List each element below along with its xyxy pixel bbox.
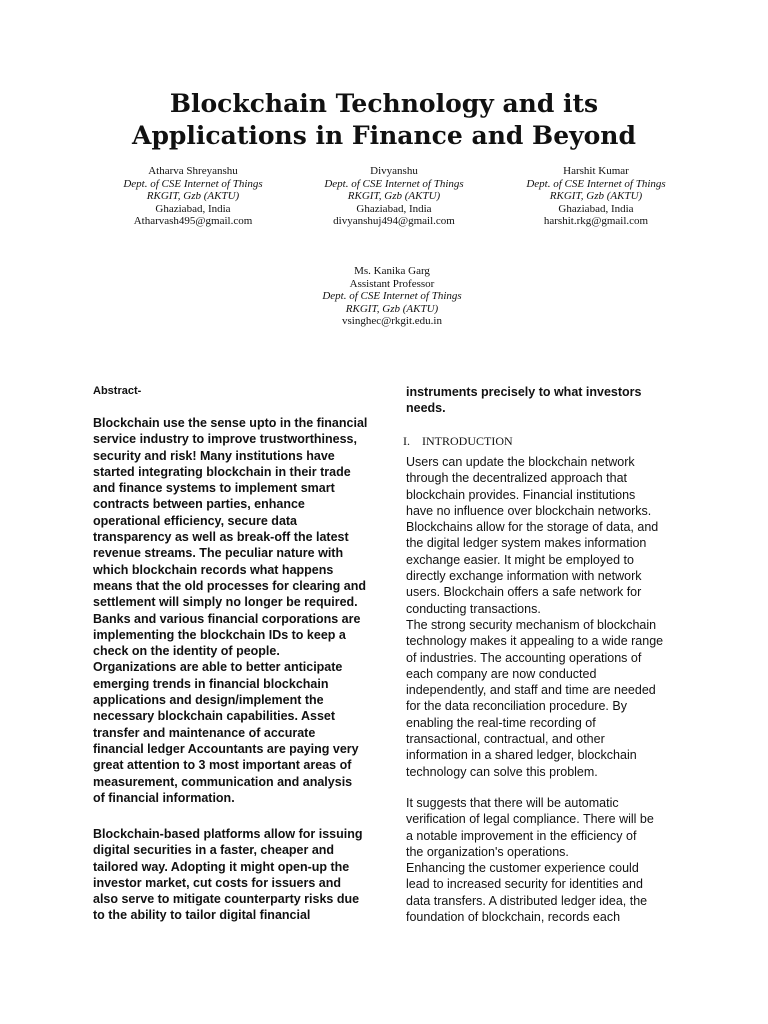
author-block <box>481 165 711 228</box>
advisor-block <box>277 265 507 328</box>
text-line: check on the identity of people. <box>93 644 280 659</box>
text-line: contracts between parties, enhance <box>93 497 305 512</box>
author-name: Divyanshu <box>370 165 418 177</box>
text-line: digital securities in a faster, cheaper and <box>93 843 335 858</box>
intro-paragraph <box>406 795 696 925</box>
text-line: Users can update the blockchain network <box>406 455 635 469</box>
text-line: for the data reconciliation procedure. By <box>406 699 627 714</box>
author-city: Ghaziabad, India <box>155 202 231 215</box>
text-line: Banks and various financial corporations are <box>93 611 361 626</box>
author-email: Atharvash495@gmail.com <box>133 215 253 228</box>
text-line: transactional, contractual, and other <box>406 732 605 747</box>
text-line: Blockchains allow for the storage of data, and <box>406 520 659 535</box>
text-line: implementing the blockchain IDs to keep a <box>93 627 346 642</box>
text-line: verification of legal compliance. There will be <box>406 812 654 827</box>
text-line: the digital ledger system makes information <box>406 536 647 551</box>
author-block <box>78 165 308 228</box>
text-line: security and risk! Many institutions have <box>93 448 335 463</box>
text-line: exchange easier. It might be employed to <box>406 552 634 567</box>
text-line: directly exchange information with network <box>406 569 642 584</box>
text-line: tailored way. Adopting it might open-up the <box>93 859 350 874</box>
text-line: emerging trends in financial blockchain <box>93 676 329 691</box>
text-line: and finance systems to implement smart <box>93 481 335 496</box>
advisor-email: vsinghec@rkgit.edu.in <box>342 315 442 328</box>
text-line: technology can solve this problem. <box>406 764 598 779</box>
text-line: of financial information. <box>93 790 235 805</box>
text-line: also serve to mitigate counterparty risks due <box>93 892 360 907</box>
text-line: technology makes it appealing to a wide range <box>406 634 664 649</box>
author-dept: Dept. of CSE Internet of Things <box>123 177 263 190</box>
abstract-paragraph <box>93 415 383 806</box>
author-city: Ghaziabad, India <box>558 202 634 215</box>
author-dept: Dept. of CSE Internet of Things <box>526 177 666 190</box>
author-email: divyanshuj494@gmail.com <box>333 215 455 228</box>
text-line: information in a shared ledger, blockchain <box>406 748 637 763</box>
text-line: through the decentralized approach that <box>406 471 627 486</box>
text-line: the organization's operations. <box>406 844 569 859</box>
text-line: transfer and maintenance of accurate <box>93 725 316 740</box>
author-name: Harshit Kumar <box>563 165 629 177</box>
text-line: which blockchain records what happens <box>93 562 334 577</box>
text-line: users. Blockchain offers a safe network for <box>406 585 642 600</box>
advisor-dept: Dept. of CSE Internet of Things <box>322 290 462 303</box>
text-line: of industries. The accounting operations of <box>406 650 642 665</box>
author-name: Atharva Shreyanshu <box>148 165 238 177</box>
text-line: enabling the real-time recording of <box>406 715 596 730</box>
text-line: means that the old processes for clearing and <box>93 578 366 593</box>
text-line: started integrating blockchain in their trade <box>93 464 351 479</box>
text-line: a notable improvement in the efficiency of <box>406 828 637 843</box>
text-line: The strong security mechanism of blockchain <box>406 617 657 632</box>
abstract-paragraph <box>93 826 383 924</box>
abstract-heading: Abstract- <box>93 385 142 397</box>
text-line: Blockchain-based platforms allow for issuing <box>93 827 363 841</box>
text-line: have no influence over blockchain networks. <box>406 503 652 518</box>
text-line: conducting transactions. <box>406 601 541 616</box>
intro-paragraph <box>406 454 696 780</box>
text-line: financial ledger Accountants are paying very <box>93 741 359 756</box>
text-line: settlement will simply no longer be required. <box>93 595 358 610</box>
advisor-name: Ms. Kanika Garg <box>354 265 430 277</box>
text-line: needs. <box>406 401 446 416</box>
text-line: necessary blockchain capabilities. Asset <box>93 709 336 724</box>
text-line: instruments precisely to what investors <box>406 385 642 399</box>
text-line: investor market, cut costs for issuers and <box>93 875 342 890</box>
author-city: Ghaziabad, India <box>356 202 432 215</box>
text-line: applications and design/implement the <box>93 693 324 708</box>
text-line: measurement, communication and analysis <box>93 774 353 789</box>
text-line: independently, and staff and time are needed <box>406 683 656 698</box>
text-line: great attention to 3 most important areas of <box>93 758 352 773</box>
text-line: data transfers. A distributed ledger idea, the <box>406 893 648 908</box>
paper-title <box>0 88 768 152</box>
text-line: It suggests that there will be automatic <box>406 796 619 810</box>
title-line: Blockchain Technology and its <box>169 89 599 118</box>
author-institution: RKGIT, Gzb (AKTU) <box>146 190 240 203</box>
section-number: I. <box>403 434 410 448</box>
text-line: operational efficiency, secure data <box>93 513 298 528</box>
advisor-role: Assistant Professor <box>349 277 435 290</box>
author-block <box>279 165 509 228</box>
author-institution: RKGIT, Gzb (AKTU) <box>347 190 441 203</box>
author-email: harshit.rkg@gmail.com <box>543 215 649 228</box>
text-line: to the ability to tailor digital financial <box>93 908 311 923</box>
text-line: blockchain provides. Financial institutions <box>406 487 636 502</box>
author-institution: RKGIT, Gzb (AKTU) <box>549 190 643 203</box>
text-line: lead to increased security for identities and <box>406 877 643 892</box>
text-line: Organizations are able to better anticipate <box>93 660 343 675</box>
text-line: revenue streams. The peculiar nature with <box>93 546 344 561</box>
advisor-institution: RKGIT, Gzb (AKTU) <box>345 302 439 315</box>
section-heading <box>403 434 525 449</box>
text-line: Blockchain use the sense upto in the financial <box>93 416 368 430</box>
abstract-continuation <box>406 384 696 417</box>
title-line: Applications in Finance and Beyond <box>132 121 636 150</box>
text-line: Enhancing the customer experience could <box>406 861 639 876</box>
text-line: foundation of blockchain, records each <box>406 910 621 925</box>
text-line: each company are now conducted <box>406 666 597 681</box>
text-line: service industry to improve trustworthiness, <box>93 432 357 447</box>
author-dept: Dept. of CSE Internet of Things <box>324 177 464 190</box>
text-line: transparency as well as break-off the latest <box>93 530 349 545</box>
section-title: INTRODUCTION <box>422 434 513 448</box>
